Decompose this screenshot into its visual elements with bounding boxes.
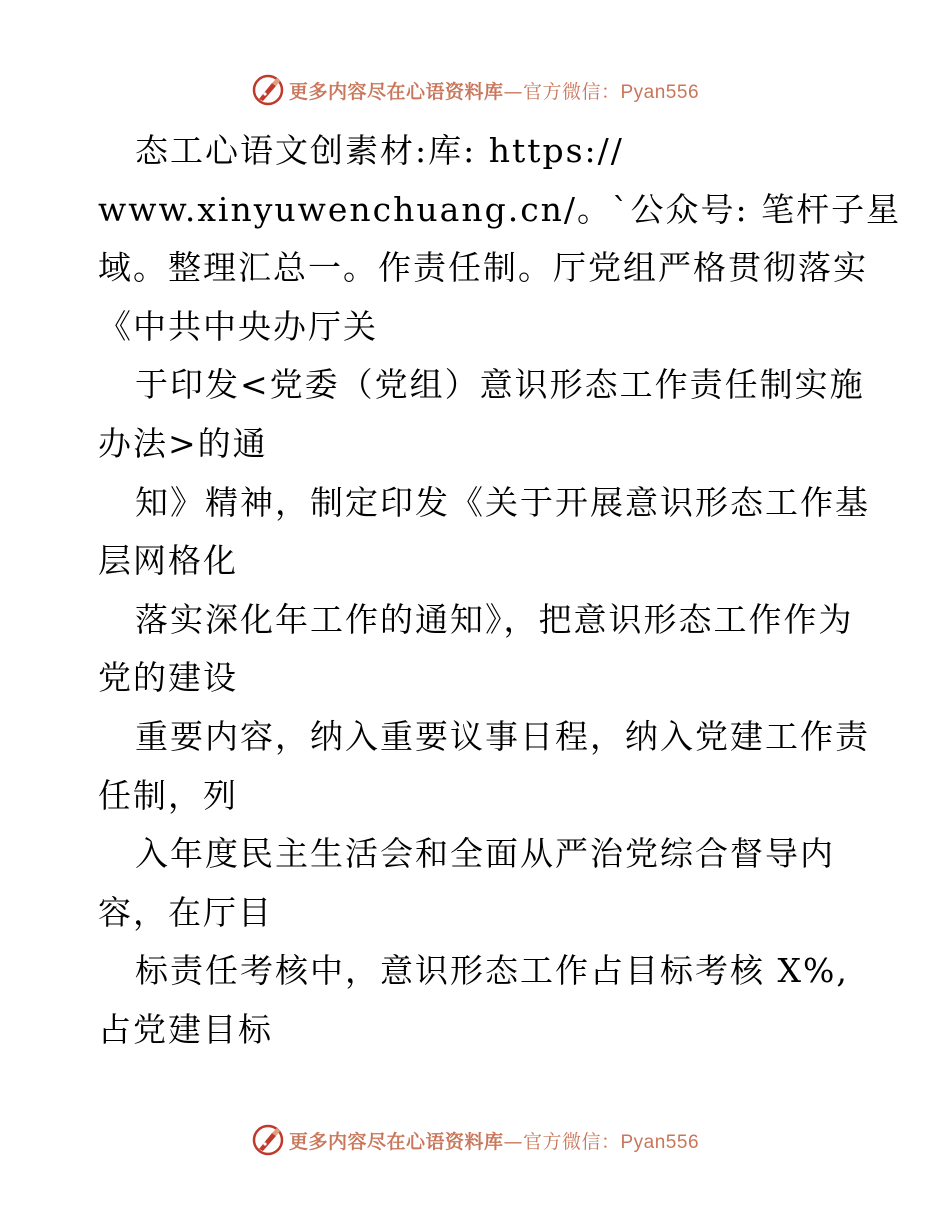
- pen-nib-logo-icon: [251, 1123, 285, 1157]
- body-line-11: 重要内容，纳入重要议事日程，纳入党建工作责: [135, 716, 870, 756]
- footer-banner-title: 更多内容尽在心语资料库: [288, 1130, 504, 1153]
- header-banner-title: 更多内容尽在心语资料库: [288, 80, 504, 103]
- header-banner-separator: —: [503, 80, 523, 103]
- body-line-7: 知》精神，制定印发《关于开展意识形态工作基: [135, 482, 870, 522]
- body-line-14: 容，在厅目: [98, 892, 273, 932]
- header-banner-wechat-id: Pyan556: [620, 81, 700, 103]
- footer-banner-wechat-id: Pyan556: [620, 1131, 700, 1153]
- body-line-16: 占党建目标: [98, 1009, 273, 1049]
- body-line-1: 态工心语文创素材:库: https://: [135, 131, 624, 170]
- body-line-5: 于印发<党委（党组）意识形态工作责任制实施: [135, 365, 865, 405]
- pen-nib-logo-icon: [251, 73, 285, 107]
- body-line-3: 域。整理汇总一。作责任制。厅党组严格贯彻落实: [98, 248, 868, 288]
- body-line-15: 标责任考核中，意识形态工作占目标考核 X%,: [135, 951, 849, 991]
- footer-banner-wechat-label: 官方微信：: [522, 1130, 621, 1153]
- footer-banner-separator: —: [503, 1130, 523, 1153]
- header-banner: [0, 70, 950, 110]
- body-line-12: 任制，列: [98, 775, 238, 815]
- body-line-13: 入年度民主生活会和全面从严治党综合督导内: [135, 834, 835, 874]
- body-line-8: 层网格化: [98, 541, 238, 581]
- body-line-2: www.xinyuwenchuang.cn/。`公众号: 笔杆子星: [98, 189, 902, 229]
- body-line-4: 《中共中央办厅关: [98, 306, 378, 346]
- body-line-9: 落实深化年工作的通知》，把意识形态工作作为: [135, 599, 854, 639]
- body-line-10: 党的建设: [98, 658, 238, 698]
- document-body: [98, 122, 902, 1060]
- body-line-6: 办法>的通: [98, 423, 268, 463]
- header-banner-wechat-label: 官方微信：: [522, 80, 621, 103]
- footer-banner: [0, 1120, 950, 1160]
